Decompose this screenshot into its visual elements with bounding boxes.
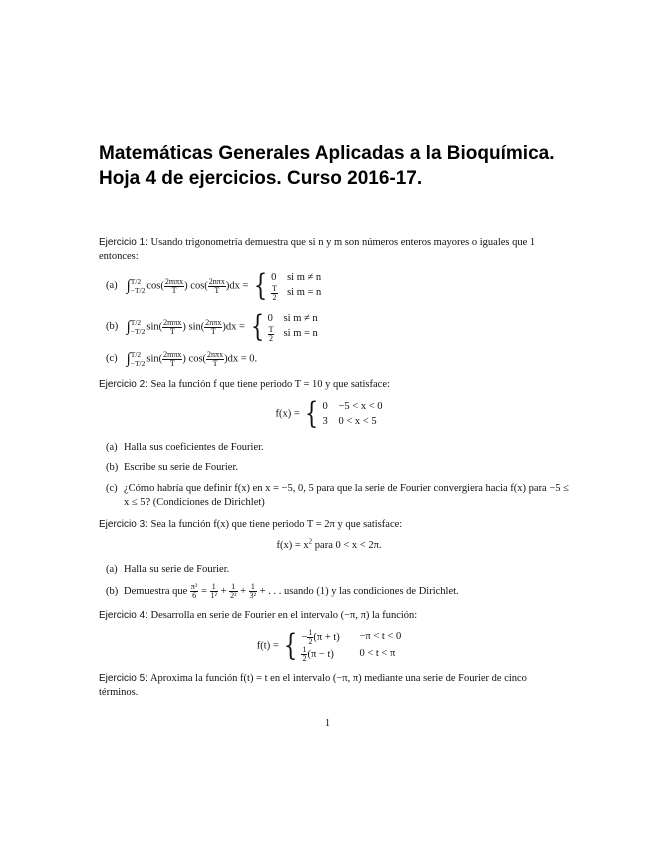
- exercise-1-statement: [99, 236, 559, 264]
- exercise-4-function: f(t) = { − $\frac{1}{2}$ (π + t) −π < t < 0 $\frac{1}{2}$ (π − t) 0 < t < π: [256, 628, 402, 663]
- title-line-1: Matemáticas Generales Aplicadas a la Bioquímica.: [99, 143, 555, 164]
- exercise-2-item-a: (a) Halla sus coeficientes de Fourier.: [106, 442, 264, 453]
- exercise-1-text: Usando trigonometría demuestra que si n y m son números enteros mayores o iguales que 1 entonces:: [99, 237, 536, 262]
- exercise-2-function: f(x) = { 0 −5 < x < 0 3 0 < x < 5: [275, 396, 383, 431]
- exercise-2-text: Sea la función f que tiene periodo T = 10 y que satisface:: [150, 379, 390, 390]
- item-a-label: (a): [106, 280, 118, 292]
- exercise-2-label: Ejercicio 2:: [99, 379, 148, 390]
- exercise-3-statement: [99, 518, 559, 532]
- exercise-3-item-a: (a) Halla su serie de Fourier.: [106, 564, 230, 575]
- cases-block: { − $\frac{1}{2}$ (π + t) −π < t < 0 $\frac{1}{2}$ (π − t) 0 < t < π: [284, 628, 402, 663]
- exercise-1-item-c: (c) ∫ T/2 −T/2 sin( $\frac{\text{2mπx}}{T}$ ) cos( $\frac{\text{2nπx}}{T}$ )dx = 0.: [106, 349, 258, 368]
- integral-sign: ∫ T/2 −T/2: [126, 277, 146, 295]
- integral-sign: ∫ T/2 −T/2: [126, 318, 146, 336]
- cases-block: { 0 si m ≠ n $\frac{T}{2}$ si m = n: [250, 309, 318, 344]
- exercise-4-label: Ejercicio 4:: [99, 610, 148, 621]
- exercise-2-statement: [99, 378, 559, 392]
- exercise-2-item-b: (b) Escribe su serie de Fourier.: [106, 462, 239, 473]
- cases-block: { 0 si m ≠ n $\frac{T}{2}$ si m = n: [253, 268, 322, 303]
- exercise-3-text: Sea la función f(x) que tiene periodo T = 2π y que satisface:: [150, 519, 403, 530]
- exercise-3-equation: $f(x) = x^2$ para 0 < x < 2π.: [276, 537, 382, 551]
- integral-sign: ∫ T/2 −T/2: [126, 350, 146, 368]
- exercise-1-item-a: (a) ∫ T/2 −T/2 cos( $\frac{\text{2mπx}}{T}$ ) cos( $\frac{\text{2nπx}}{T}$ )dx = { 0 si m ≠ n $\frac{T}{2}$ si m = n: [106, 268, 322, 303]
- exercise-1-item-b: (b) ∫ T/2 −T/2 sin( $\frac{\text{2mπx}}{T}$ ) sin( $\frac{\text{2nπx}}{T}$ )dx = { 0 si m ≠ n $\frac{T}{2}$ si m = n: [106, 309, 318, 344]
- document-title: [99, 141, 579, 191]
- item-b-label: (b): [106, 321, 119, 333]
- cases-block: { 0 −5 < x < 0 3 0 < x < 5: [305, 396, 383, 431]
- page-number: 1: [324, 718, 331, 729]
- exercise-3-item-b: (b) Demuestra que $\frac{\text{π²}}{6}$ = $\frac{1}{\text{1²}}$ + $\frac{1}{\text{2²}}$ + $\frac{1}{\text{3²}}$ + . . . usando (1) y las condiciones de Dirichlet.: [106, 582, 459, 600]
- item-c-label: (c): [106, 353, 118, 365]
- exercise-5-statement: [99, 672, 559, 700]
- exercise-1-label: Ejercicio 1:: [99, 237, 148, 248]
- exercise-5-label: Ejercicio 5:: [99, 673, 148, 684]
- exercise-2-item-c: (c) ¿Cómo habría que definir f(x) en x = −5, 0, 5 para que la serie de Fourier convergiera hacia f(x) para −5 ≤ x ≤ 5? (Condiciones de Dirichlet): [106, 483, 569, 508]
- exercise-5-text: Aproxima la función f(t) = t en el intervalo (−π, π) mediante una serie de Fourier de cinco términos.: [99, 673, 527, 698]
- exercise-4-statement: [99, 609, 559, 623]
- title-line-2: Hoja 4 de ejercicios. Curso 2016-17.: [99, 168, 423, 189]
- exercise-4-text: Desarrolla en serie de Fourier en el intervalo (−π, π) la función:: [150, 610, 418, 621]
- exercise-3-label: Ejercicio 3:: [99, 519, 148, 530]
